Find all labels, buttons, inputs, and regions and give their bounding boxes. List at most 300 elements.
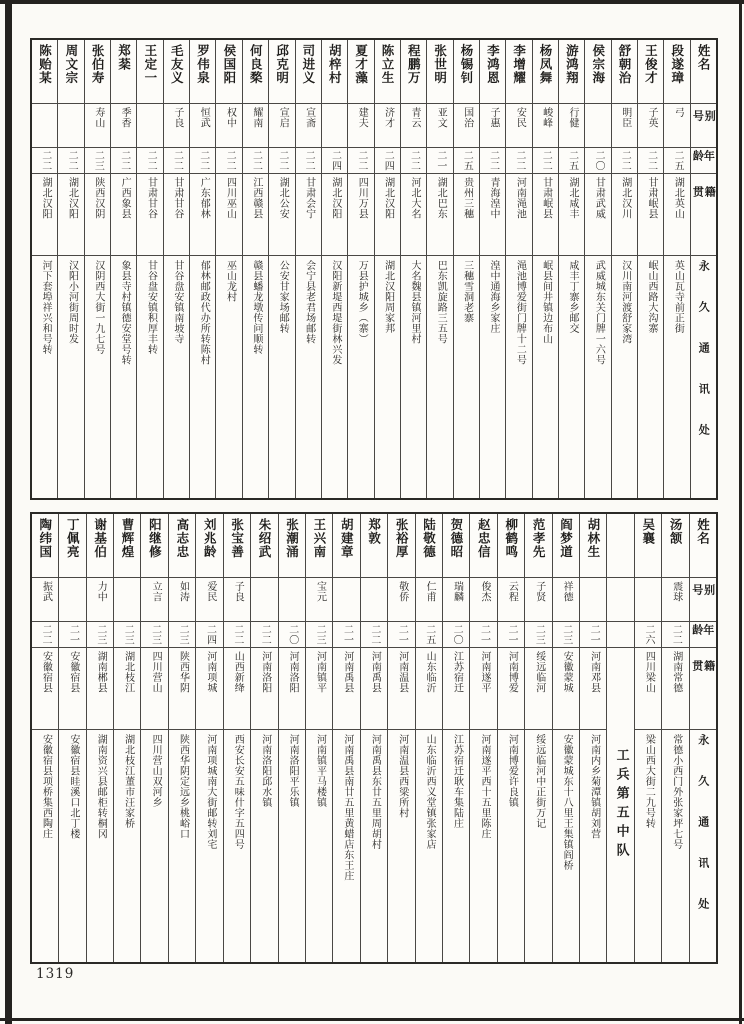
record-age [164, 148, 189, 174]
record-name-text: 周文宗 [63, 44, 79, 85]
record-age-text: 二二 [303, 150, 315, 171]
record-name [580, 514, 606, 578]
record-name [470, 514, 496, 578]
record-alias-text: 峻峰 [540, 107, 552, 128]
record-address [137, 256, 162, 498]
record-alias-text: 子良 [232, 581, 244, 602]
record-age-text: 二一 [434, 150, 446, 171]
roster-record [426, 40, 452, 498]
record-age-text: 二三 [92, 150, 104, 171]
record-name-text: 王兴南 [311, 518, 327, 559]
record-native [388, 648, 414, 730]
record-age-text: 二一 [341, 624, 353, 645]
record-address-text: 河南洛阳平乐镇 [287, 734, 299, 808]
record-age [361, 622, 387, 648]
scan-edge-right [739, 0, 742, 1024]
record-alias [470, 578, 496, 622]
unit-empty-name [607, 514, 633, 578]
record-name-text: 何良楘 [248, 44, 264, 85]
record-native [269, 174, 294, 256]
record-name-text: 陶纬国 [37, 518, 53, 559]
record-name-text: 罗伟泉 [195, 44, 211, 85]
roster-record [215, 40, 241, 498]
record-age-text: 二二 [670, 624, 682, 645]
record-address-text: 安徽宿县项桥集西陶庄 [40, 734, 52, 839]
record-age [470, 622, 496, 648]
record-address [164, 256, 189, 498]
roster-record [58, 514, 85, 962]
record-alias [401, 104, 426, 148]
record-address-text: 甘谷盘安镇积厚丰转 [145, 260, 157, 355]
record-alias-text: 行健 [567, 107, 578, 128]
record-name-text: 柳鹤鸣 [503, 518, 519, 559]
record-native [443, 648, 469, 730]
record-name [243, 40, 268, 104]
record-address [333, 730, 359, 962]
roster-record [347, 40, 373, 498]
record-native [506, 174, 531, 256]
record-native [251, 648, 277, 730]
record-address-text: 陕西华阴定远乡桃峪口 [177, 734, 189, 839]
record-name-text: 张潮涌 [284, 518, 300, 559]
record-alias-text: 子贤 [533, 581, 545, 602]
record-name-text: 阳继修 [147, 518, 163, 559]
record-native-text: 湖南郴县 [95, 651, 107, 693]
record-native [416, 648, 442, 730]
record-alias [443, 578, 469, 622]
record-name-text: 张裕厚 [394, 518, 410, 559]
roster-record [223, 514, 250, 962]
record-address-text: 武威城东关门牌一六号 [593, 260, 605, 365]
record-native [498, 648, 524, 730]
record-native-text: 甘肃会宁 [303, 177, 315, 219]
record-age-text: 二二 [259, 624, 271, 645]
record-alias [498, 578, 524, 622]
record-age [427, 148, 452, 174]
record-age [348, 148, 373, 174]
record-age [322, 148, 347, 174]
record-age-text: 二二 [197, 150, 209, 171]
record-address [306, 730, 332, 962]
record-age [32, 148, 57, 174]
record-age-text: 二二 [224, 150, 236, 171]
record-age [251, 622, 277, 648]
record-address [243, 256, 268, 498]
record-age [59, 622, 85, 648]
record-alias [137, 104, 162, 148]
record-native-text: 河南禹县 [341, 651, 353, 693]
record-native-text: 甘肃岷县 [540, 177, 552, 219]
record-alias [506, 104, 531, 148]
header-column [690, 40, 716, 498]
roster-record [195, 514, 222, 962]
record-native [480, 174, 505, 256]
record-native-text: 河南镇平 [314, 651, 326, 693]
roster-record [332, 514, 359, 962]
record-age-text: 二二 [39, 150, 51, 171]
record-age-text: 二一 [396, 624, 408, 645]
record-age-text: 二三 [149, 624, 161, 645]
header-alias-text: 别号 [690, 584, 716, 603]
record-age-text: 二〇 [592, 150, 604, 171]
record-address [269, 256, 294, 498]
record-name-text: 贺德昭 [448, 518, 464, 559]
record-name-text: 舒朝治 [617, 44, 633, 85]
record-address [443, 730, 469, 962]
record-age [169, 622, 195, 648]
record-native [427, 174, 452, 256]
record-name [612, 40, 637, 104]
record-age-text: 二二 [276, 150, 288, 171]
record-name [279, 514, 305, 578]
record-name-text: 张世明 [432, 44, 448, 85]
record-name [662, 514, 688, 578]
record-address-text: 岷县间井镇边布山 [540, 260, 552, 344]
record-alias [333, 578, 359, 622]
unit-label-column [606, 514, 633, 962]
record-address [427, 256, 452, 498]
record-address-text: 山东临沂西义堂镇张家店 [424, 734, 436, 850]
record-native [635, 648, 661, 730]
record-address [216, 256, 241, 498]
record-age [196, 622, 222, 648]
record-name [427, 40, 452, 104]
record-name [454, 40, 479, 104]
record-alias [306, 578, 332, 622]
record-age [664, 148, 689, 174]
record-alias [85, 104, 110, 148]
record-alias [559, 104, 584, 148]
roster-record [268, 40, 294, 498]
record-name [416, 514, 442, 578]
record-name [224, 514, 250, 578]
record-age-text: 二二 [645, 150, 657, 171]
record-age-text: 二一 [478, 624, 490, 645]
record-native [664, 174, 689, 256]
header-age [691, 148, 716, 174]
record-native-text: 湖北汉阳 [66, 177, 78, 219]
roster-record [86, 514, 113, 962]
record-name-text: 刘兆龄 [202, 518, 218, 559]
record-native [243, 174, 268, 256]
header-column [689, 514, 716, 962]
record-address-text: 咸丰丁寨乡邮交 [567, 260, 578, 334]
record-age [87, 622, 113, 648]
record-native [141, 648, 167, 730]
record-address [251, 730, 277, 962]
record-address [612, 256, 637, 498]
header-age-text: 年龄 [690, 624, 715, 636]
record-name-text: 胡建章 [339, 518, 355, 559]
record-alias-text: 子惠 [487, 107, 499, 128]
record-age-text: 二六 [642, 624, 654, 645]
record-name [32, 514, 58, 578]
header-name [691, 40, 716, 104]
record-address-text: 安徽宿县眭溪口北丁楼 [67, 734, 79, 839]
record-alias [388, 578, 414, 622]
record-native-text: 甘肃岷县 [646, 177, 658, 219]
record-native [196, 648, 222, 730]
record-name-text: 郑棻 [116, 44, 132, 71]
roster-record [168, 514, 195, 962]
record-name [664, 40, 689, 104]
record-address-text: 万县护城乡（寨） [356, 260, 368, 344]
record-alias [190, 104, 215, 148]
record-address [553, 730, 579, 962]
record-age [585, 148, 610, 174]
record-address [59, 730, 85, 962]
record-alias [164, 104, 189, 148]
record-name [32, 40, 57, 104]
roster-record [295, 40, 321, 498]
record-alias [635, 578, 661, 622]
record-alias [585, 104, 610, 148]
record-name-text: 朱绍武 [257, 518, 273, 559]
record-address [322, 256, 347, 498]
roster-record [136, 40, 162, 498]
record-alias-text: 宣启 [277, 107, 289, 128]
record-age-text: 二五 [566, 150, 578, 171]
record-name-text: 李鸿恩 [485, 44, 501, 85]
record-address [87, 730, 113, 962]
roster-record [113, 514, 140, 962]
record-age [375, 148, 400, 174]
record-age-text: 二四 [382, 150, 394, 171]
roster-record [663, 40, 689, 498]
record-native-text: 河南博爱 [506, 651, 518, 693]
record-address-text: 赣县蟠龙墩传问顺转 [250, 260, 262, 355]
record-native-text: 江苏宿迁 [451, 651, 463, 693]
record-address-text: 汉阳小河街周时发 [66, 260, 78, 344]
record-native [348, 174, 373, 256]
record-age [141, 622, 167, 648]
record-native [87, 648, 113, 730]
record-address [585, 256, 610, 498]
record-alias [58, 104, 83, 148]
record-address [114, 730, 140, 962]
record-address [224, 730, 250, 962]
record-native [375, 174, 400, 256]
record-age-text: 二二 [118, 150, 130, 171]
record-age [111, 148, 136, 174]
record-name-text: 郑敦 [366, 518, 382, 545]
record-native-text: 河南温县 [396, 651, 408, 693]
roster-record [558, 40, 584, 498]
record-native [296, 174, 321, 256]
record-address [296, 256, 321, 498]
record-alias [296, 104, 321, 148]
roster-record [32, 40, 57, 498]
record-native-text: 河北大名 [408, 177, 420, 219]
record-name-text: 毛友义 [169, 44, 185, 85]
record-name [306, 514, 332, 578]
record-address-text: 河下套埠祥兴和号转 [40, 260, 52, 355]
record-name [114, 514, 140, 578]
record-native-text: 河南渑池 [514, 177, 526, 219]
record-address [111, 256, 136, 498]
record-name [169, 514, 195, 578]
record-address [533, 256, 558, 498]
record-address-text: 英山瓦寺前正街 [672, 260, 684, 334]
header-address-text: 永久通讯处 [697, 260, 711, 465]
record-address-text: 西安长安五味什字五四号 [232, 734, 244, 850]
record-age-text: 二二 [66, 150, 78, 171]
roster-record [552, 514, 579, 962]
roster-record [661, 514, 688, 962]
record-address-text: 河南禹县东廿五里周胡村 [369, 734, 381, 850]
record-address [470, 730, 496, 962]
record-name-text: 段遂璋 [669, 44, 685, 85]
record-name [85, 40, 110, 104]
record-age-text: 二二 [250, 150, 262, 171]
record-alias [87, 578, 113, 622]
record-address-text: 河南遂平西十五里陈庄 [478, 734, 490, 839]
record-address-text: 常德小西门外张家坪七号 [670, 734, 682, 850]
record-native-text: 四川巫山 [224, 177, 236, 219]
record-native [662, 648, 688, 730]
record-native-text: 甘肃甘谷 [171, 177, 183, 219]
record-name [553, 514, 579, 578]
scan-edge-bottom [0, 1018, 744, 1021]
record-address [85, 256, 110, 498]
record-address-text: 渑池博爱街门牌十二号 [514, 260, 526, 365]
record-address-text: 郁林邮政代办所转陈村 [198, 260, 210, 365]
roster-tables [30, 38, 718, 964]
roster-record [360, 514, 387, 962]
record-age [533, 148, 558, 174]
record-name-text: 丁佩亮 [65, 518, 81, 559]
scan-edge-top [0, 0, 744, 4]
record-alias [59, 578, 85, 622]
record-name [58, 40, 83, 104]
record-native-text: 河南项城 [204, 651, 216, 693]
record-alias-text: 云程 [506, 581, 518, 602]
record-native [553, 648, 579, 730]
record-native-text: 湖北英山 [672, 177, 684, 219]
record-native [401, 174, 426, 256]
record-native [216, 174, 241, 256]
record-name-text: 邱克明 [274, 44, 290, 85]
record-name [190, 40, 215, 104]
record-alias-text: 宣斋 [303, 107, 315, 128]
record-name-text: 王俊才 [643, 44, 659, 85]
record-alias [533, 104, 558, 148]
record-age [333, 622, 359, 648]
record-native [190, 174, 215, 256]
record-alias-text: 季香 [119, 107, 131, 128]
record-address-text: 绥远临河中正街万记 [533, 734, 545, 829]
record-name-text: 陆敬德 [421, 518, 437, 559]
roster-record [57, 40, 83, 498]
record-age [216, 148, 241, 174]
record-name [87, 514, 113, 578]
record-alias [416, 578, 442, 622]
header-alias [690, 578, 716, 622]
record-address [279, 730, 305, 962]
record-native-text: 陕西汉阴 [92, 177, 104, 219]
record-native-text: 湖北枝江 [122, 651, 134, 693]
record-address [525, 730, 551, 962]
record-alias [454, 104, 479, 148]
roster-record [479, 40, 505, 498]
record-name-text: 谢基伯 [92, 518, 108, 559]
unit-empty-age [607, 622, 633, 648]
record-native-text: 湖北汉阳 [382, 177, 394, 219]
header-alias [691, 104, 716, 148]
record-alias-text: 祥德 [561, 581, 573, 602]
record-age-text: 二二 [171, 150, 183, 171]
roster-table-top [30, 38, 718, 500]
record-age-text: 二二 [619, 150, 631, 171]
record-age-text: 二二 [408, 150, 420, 171]
record-address-text: 三穗雪洞老寨 [461, 260, 473, 323]
record-address [141, 730, 167, 962]
record-native [322, 174, 347, 256]
record-age-text: 二〇 [451, 624, 463, 645]
record-address [58, 256, 83, 498]
record-address-text: 汉阴西大街一九七号 [92, 260, 104, 355]
record-native-text: 四川梁山 [643, 651, 655, 693]
record-age-text: 二二 [513, 150, 525, 171]
record-native [585, 174, 610, 256]
roster-record [524, 514, 551, 962]
record-alias-text: 立言 [150, 581, 162, 602]
record-address [454, 256, 479, 498]
record-name-text: 阎梦道 [558, 518, 574, 559]
roster-table-bottom [30, 512, 718, 964]
record-alias [141, 578, 167, 622]
record-native [279, 648, 305, 730]
record-age [401, 148, 426, 174]
record-name-text: 陈立生 [379, 44, 395, 85]
record-native-text: 湖北咸丰 [567, 177, 578, 219]
record-name [111, 40, 136, 104]
roster-record [321, 40, 347, 498]
record-address-text: 巫山龙村 [224, 260, 236, 302]
record-native [533, 174, 558, 256]
record-alias-text: 子英 [646, 107, 658, 128]
roster-record [387, 514, 414, 962]
header-address [690, 730, 716, 962]
record-age-text: 二五 [671, 150, 683, 171]
record-age [306, 622, 332, 648]
record-name-text: 胡梓村 [327, 44, 343, 85]
record-alias-text: 济才 [382, 107, 394, 128]
record-age-text: 二四 [329, 150, 341, 171]
record-name [638, 40, 663, 104]
unit-label: 工兵第五中队 [613, 748, 629, 862]
record-name-text: 张伯寿 [90, 44, 106, 85]
record-age [296, 148, 321, 174]
record-alias [480, 104, 505, 148]
record-alias-text: 耀南 [250, 107, 262, 128]
record-age [85, 148, 110, 174]
record-alias-text: 权中 [224, 107, 236, 128]
record-name [480, 40, 505, 104]
record-native-text: 绥远临河 [533, 651, 545, 693]
record-address-text: 汉阳新堤西堤街林兴发 [329, 260, 341, 365]
header-name [690, 514, 716, 578]
record-alias [612, 104, 637, 148]
record-address [169, 730, 195, 962]
record-alias [553, 578, 579, 622]
record-address-text: 湖南资兴县邮柜转桐冈 [95, 734, 107, 839]
record-age [506, 148, 531, 174]
record-native-text: 贵州三穗 [461, 177, 473, 219]
roster-record [374, 40, 400, 498]
roster-record [532, 40, 558, 498]
record-native-text: 湖北汉川 [619, 177, 631, 219]
